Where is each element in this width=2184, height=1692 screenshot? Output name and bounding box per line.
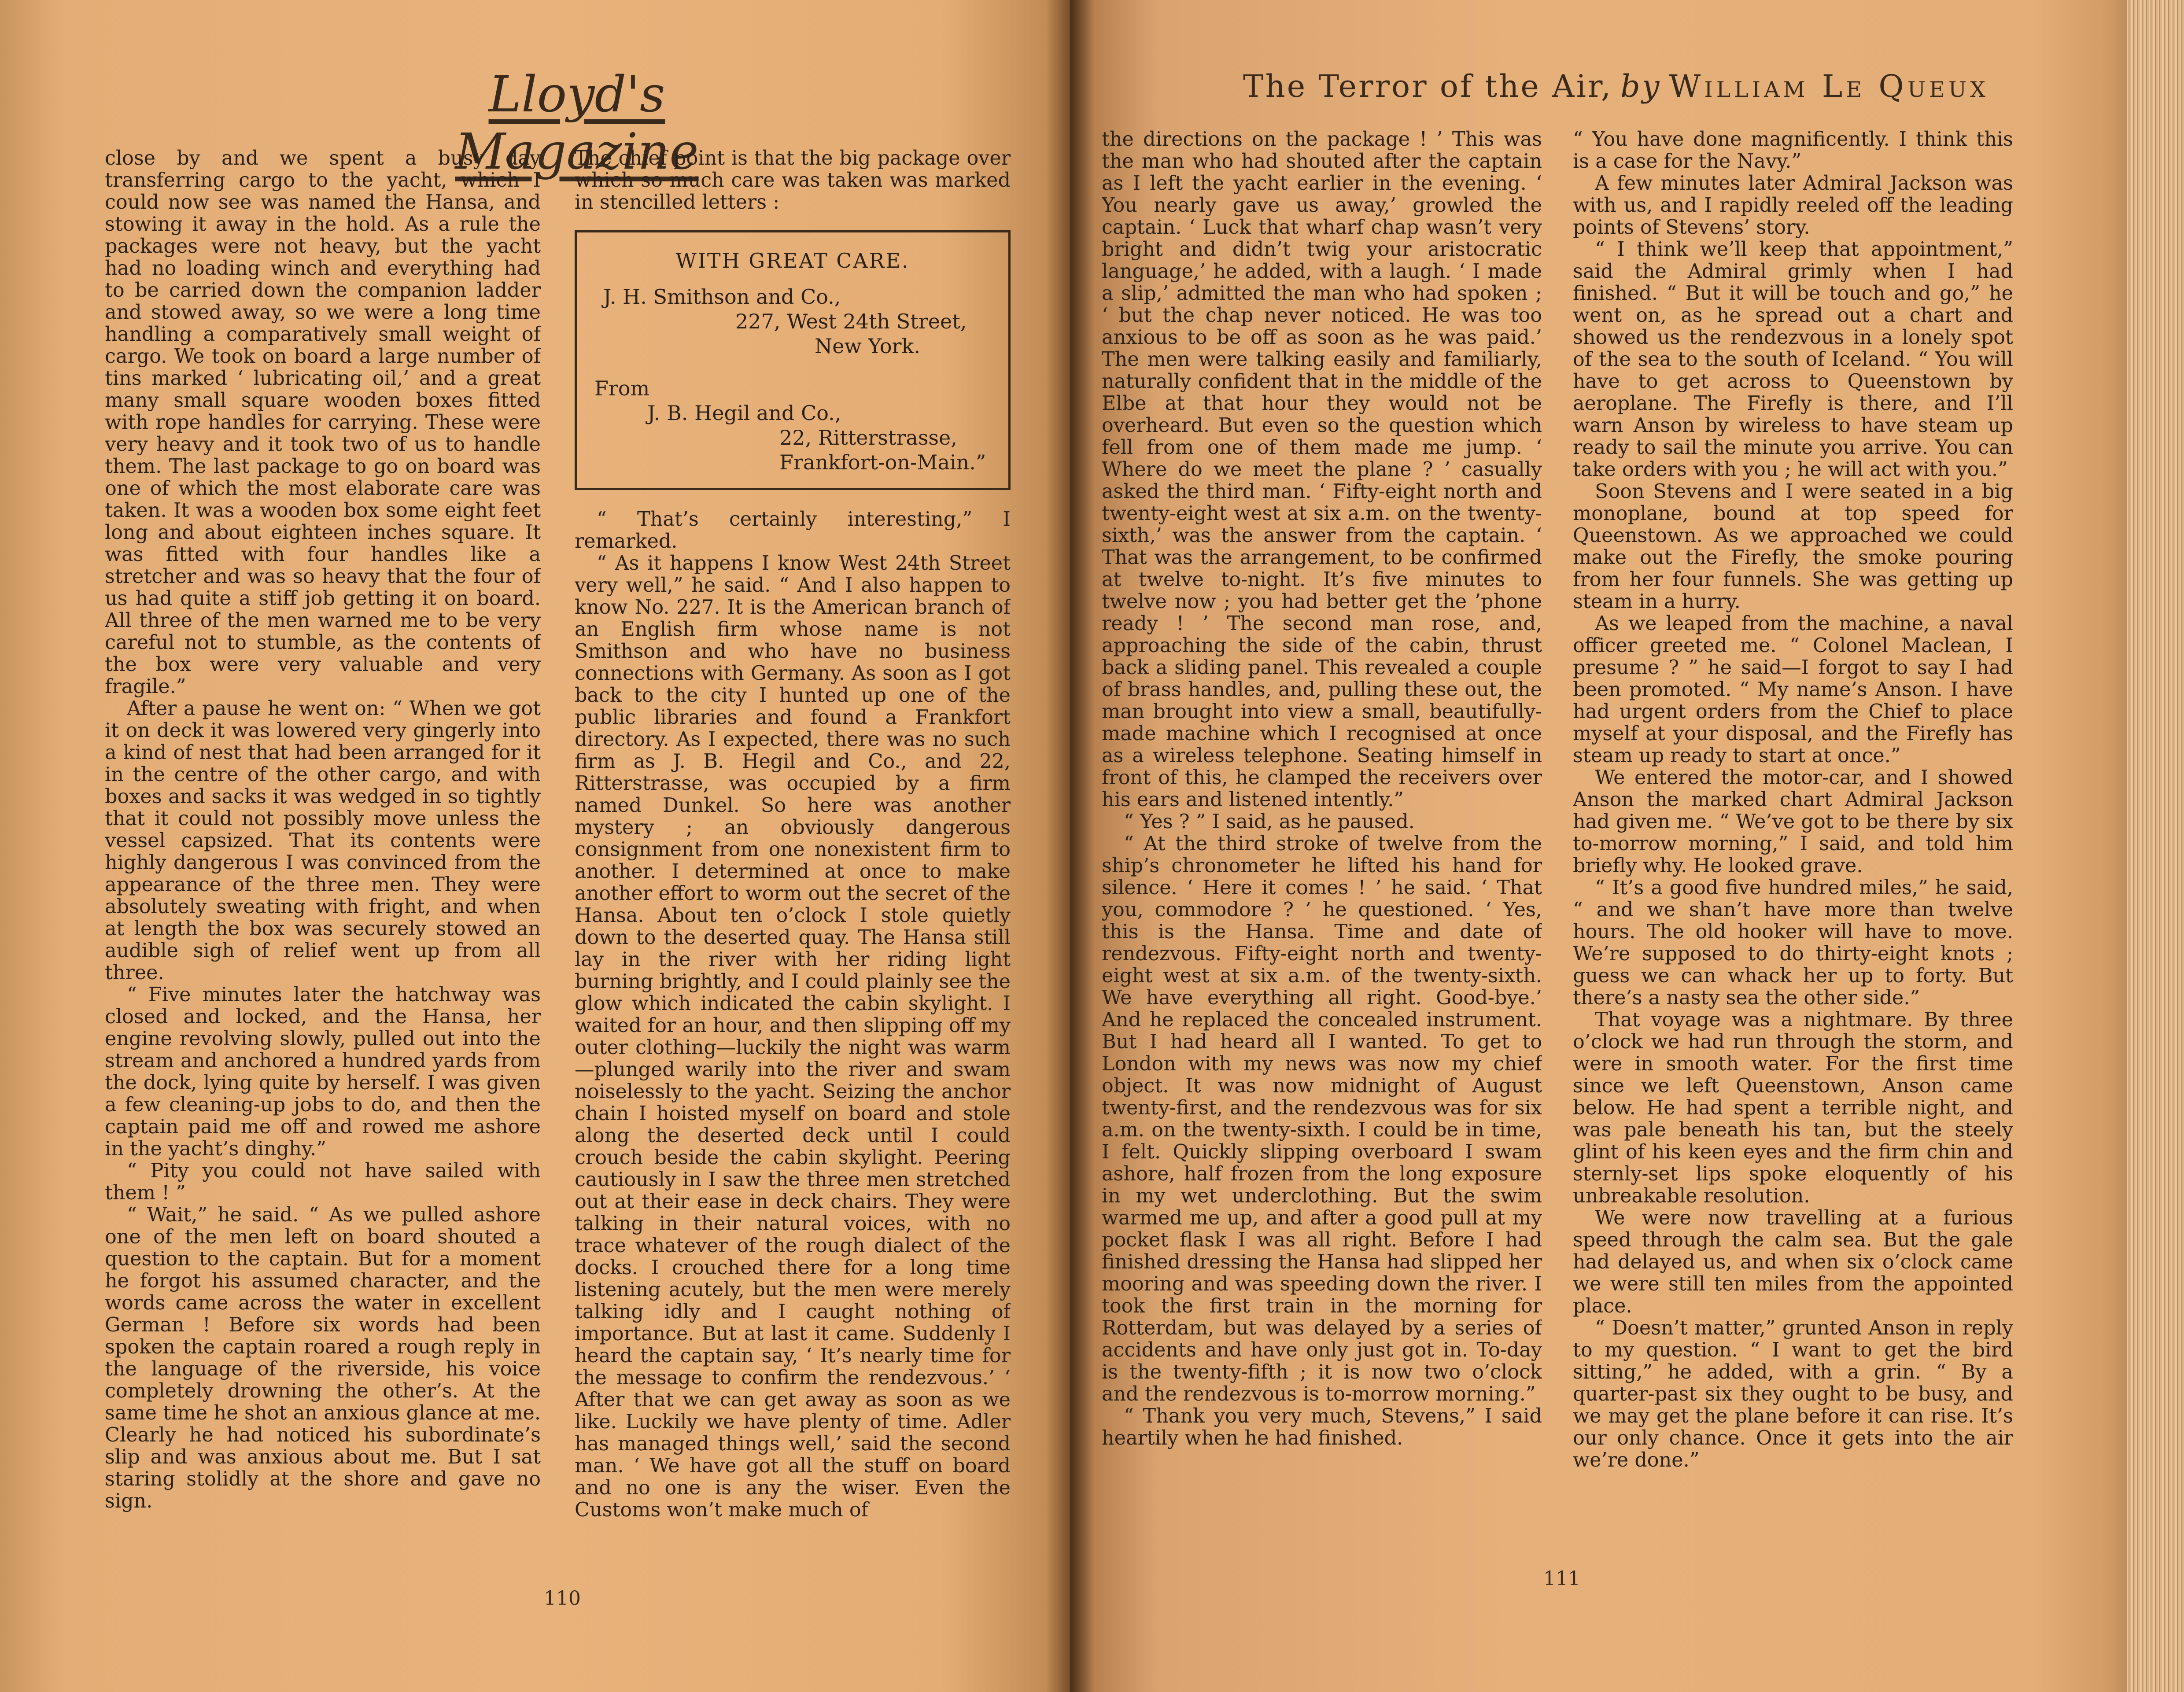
paragraph: Soon Stevens and I were seated in a big monoplane, bound at top speed for Queenstown. As we approached we could make out the Firefly, the smoke pouring from her four funnels. She was getting up steam in a hurry.: [1573, 480, 2013, 613]
right-page-column-2: [1573, 129, 2013, 1555]
paragraph: A few minutes later Admiral Jackson was with us, and I rapidly reeled off the leading points of Stevens’ story.: [1573, 172, 2013, 239]
paragraph: We entered the motor-car, and I showed Anson the marked chart Admiral Jackson had given me. “ We’ve got to be there by six to-morrow morning,” I said, and told him briefly why. He looked grave.: [1573, 767, 2013, 877]
page-edges: [2127, 0, 2184, 1692]
story-title: The Terror of the Air,: [1243, 68, 1613, 104]
byline-by: by: [1620, 68, 1661, 104]
stencil-box: [575, 230, 1011, 490]
paragraph: As we leaped from the machine, a naval officer greeted me. “ Colonel Maclean, I presume ? ” he said—I forgot to say I had been promoted. “ My name’s Anson. I have had urgent orders from the Chief to place myself at your disposal, and the Firefly has steam up ready to start at once.”: [1573, 612, 2013, 767]
stencil-to-name: J. H. Smithson and Co.,: [603, 285, 841, 309]
paragraph: “ Thank you very much, Stevens,” I said heartily when he had finished.: [1102, 1405, 1542, 1449]
left-page-column-2: [575, 147, 1011, 1574]
left-page-column-1: [105, 147, 541, 1574]
paragraph: “ As it happens I know West 24th Street very well,” he said. “ And I also happen to know No. 227. It is the American branch of an English firm whose name is not Smithson and who have no business connections with Germany. As soon as I got back to the city I hunted up one of the public libraries and found a Frankfort directory. As I expected, there was no such firm as J. B. Hegil and Co., and 22, Ritterstrasse, was occupied by a firm named Dunkel. So here was another mystery ; an obviously dangerous consignment from one nonexistent firm to another. I determined at once to make another effort to worm out the secret of the Hansa. About ten o’clock I stole quietly down to the deserted quay. The Hansa still lay in the river with her riding light burning brightly, and I could plainly see the glow which indicated the cabin skylight. I waited for an hour, and then slipping off my outer clothing—luckily the night was warm—plunged warily into the river and swam noiselessly to the yacht. Seizing the anchor chain I hoisted myself on board and stole along the deserted deck until I could crouch beside the cabin skylight. Peering cautiously in I saw the three men stretched out at their ease in deck chairs. They were talking in their natural voices, with no trace whatever of the rough dialect of the docks. I crouched there for a long time listening acutely, but the men were merely talking idly and I caught nothing of importance. But at last it came. Suddenly I heard the captain say, ‘ It’s nearly time for the message to confirm the rendezvous.’ ‘ After that we can get away as soon as we like. Luckily we have plenty of time. Adler has managed things well,’ said the second man. ‘ We have got all the stuff on board and no one is any the wiser. Even the Customs won’t make much of: [575, 552, 1011, 1521]
paragraph: That voyage was a nightmare. By three o’clock we had run through the storm, and were in smooth water. For the first time since we left Queenstown, Anson came below. He had spent a terrible night, and was pale beneath his tan, but the steely glint of his keen eyes and the firm chin and sternly-set lips spoke eloquently of his unbreakable resolution.: [1573, 1009, 2013, 1207]
paragraph: “ Pity you could not have sailed with them ! ”: [105, 1160, 541, 1204]
stencil-to-street: 227, West 24th Street,: [735, 310, 967, 333]
paragraph: “ At the third stroke of twelve from the ship’s chronometer he lifted his hand for silence. ‘ Here it comes ! ’ he said. ‘ That you, commodore ? ’ he questioned. ‘ Yes, this is the Hansa. Time and date of rendezvous. Fifty-eight north and twenty-eight west at six a.m. of the twenty-sixth. We have everything all right. Good-bye.’ And he replaced the concealed instrument. But I had heard all I wanted. To get to London with my news was now my chief object. It was now midnight of August twenty-first, and the rendezvous was for six a.m. on the twenty-sixth. I could be in time, I felt. Quickly slipping overboard I swam ashore, half frozen from the long exposure in my wet underclothing. But the swim warmed me up, and after a good pull at my pocket flask I was all right. Before I had finished dressing the Hansa had slipped her mooring and was speeding down the river. I took the first train in the morning for Rotterdam, but was delayed by a series of accidents and have only just got in. To-day is the twenty-fifth ; it is now two o’clock and the rendezvous is to-morrow morning.”: [1102, 833, 1542, 1405]
paragraph: “ Yes ? ” I said, as he paused.: [1124, 811, 1415, 833]
stencil-from-street: 22, Ritterstrasse,: [779, 426, 957, 450]
paragraph: the directions on the package ! ’ This was the man who had shouted after the captain as I left the yacht earlier in the evening. ‘ You nearly gave us away,’ growled the captain. ‘ Luck that wharf chap wasn’t very bright and didn’t twig your aristocratic language,’ he added, with a laugh. ‘ I made a slip,’ admitted the man who had spoken ; ‘ but the chap never noticed. He was too anxious to be off as soon as he was paid.’ The men were talking easily and familiarly, naturally confident that in the middle of the Elbe at that hour they would not be overheard. But even so the question which fell from one of them made me jump. ‘ Where do we meet the plane ? ’ casually asked the third man. ‘ Fifty-eight north and twenty-eight west at six a.m. on the twenty-sixth,’ was the answer from the captain. ‘ That was the arrangement, to be confirmed at twelve to-night. It’s five minutes to twelve now ; you had better get the ’phone ready ! ’ The second man rose, and, approaching the side of the cabin, thrust back a sliding panel. This revealed a couple of brass handles, and, pulling these out, the man brought into view a small, beautifully-made machine which I recognised at once as a wireless telephone. Seating himself in front of this, he clamped the receivers over his ears and listened intently.”: [1102, 129, 1542, 811]
book-gutter: [1046, 0, 1094, 1692]
paragraph: close by and we spent a busy day transferring cargo to the yacht, which I could now see was named the Hansa, and stowing it away in the hold. As a rule the packages were not heavy, but the yacht had no loading winch and everything had to be carried down the companion ladder and stowed away, so we were a long time handling a comparatively small weight of cargo. We took on board a large number of tins marked ‘ lubricating oil,’ and a great many small square wooden boxes fitted with rope handles for carrying. These were very heavy and it took two of us to handle them. The last package to go on board was one of which the most elaborate care was taken. It was a wooden box some eight feet long and about eighteen inches square. It was fitted with four handles like a stretcher and was so heavy that the four of us had quite a stiff job getting it on board. All three of the men warned me to be very careful not to stumble, as the contents of the box were very valuable and very fragile.”: [105, 147, 541, 698]
paragraph: “ That’s certainly interesting,” I remarked.: [575, 508, 1011, 553]
page-number: 110: [544, 1587, 581, 1610]
paragraph: “ Five minutes later the hatchway was closed and locked, and the Hansa, her engine revolving slowly, pulled out into the stream and anchored a hundred yards from the dock, lying quite by herself. I was given a few cleaning-up jobs to do, and then the captain paid me off and rowed me ashore in the yacht’s dinghy.”: [105, 984, 541, 1160]
stencil-from-label: From: [594, 376, 650, 400]
running-head: [1198, 68, 2034, 104]
stencil-from-city: Frankfort-on-Main.”: [779, 450, 986, 474]
paragraph: After a pause he went on: “ When we got it on deck it was lowered very gingerly into a kind of nest that had been arranged for it in the centre of the other cargo, and with boxes and sacks it was wedged in so tightly that it could not possibly move unless the vessel capsized. That its contents were highly dangerous I was convinced from the appearance of the three men. They were absolutely sweating with fright, and when at length the box was securely stowed an audible sigh of relief went up from all three.: [105, 697, 541, 984]
paragraph: “ Wait,” he said. “ As we pulled ashore one of the men left on board shouted a question to the captain. But for a moment he forgot his assumed character, and the words came across the water in excellent German ! Before six words had been spoken the captain roared a rough reply in the language of the riverside, his voice completely drowning the other’s. At the same time he shot an anxious glance at me. Clearly he had noticed his subordinate’s slip and was anxious about me. But I sat staring stolidly at the shore and gave no sign.: [105, 1204, 541, 1512]
magazine-masthead: Lloyd's Magazine: [455, 66, 699, 181]
paragraph: “ You have done magnificently. I think this is a case for the Navy.”: [1573, 129, 2013, 173]
paragraph: “ Doesn’t matter,” grunted Anson in reply to my question. “ I want to get the bird sitting,” he added, with a grin. “ By a quarter-past six they ought to be busy, and we may get the plane before it can rise. It’s our only chance. Once it gets into the air we’re done.”: [1573, 1317, 2013, 1471]
paragraph: The chief point is that the big package over which so much care was taken was marked in stencilled letters :: [575, 147, 1011, 214]
stencil-heading: WITH GREAT CARE.: [675, 249, 910, 273]
left-page: [0, 0, 1070, 1692]
stencil-to-city: New York.: [815, 334, 921, 358]
page-number: 111: [1543, 1567, 1580, 1590]
stencil-from-name: J. B. Hegil and Co.,: [647, 401, 841, 425]
paragraph: “ I think we’ll keep that appointment,” said the Admiral grimly when I had finished. “ But it will be touch and go,” he went on, as he spread out a chart and showed us the rendezvous in a lonely spot of the sea to the south of Iceland. “ You will have to get across to Queenstown by aeroplane. The Firefly is there, and I’ll warn Anson by wireless to have steam up ready to sail the minute you arrive. You can take orders with you ; he will act with you.”: [1573, 238, 2013, 481]
author-name: William Le Queux: [1669, 68, 1989, 104]
right-page-column-1: [1102, 129, 1542, 1555]
paragraph: We were now travelling at a furious speed through the calm sea. But the gale had delayed us, and when six o’clock came we were still ten miles from the appointed place.: [1573, 1207, 2013, 1317]
paragraph: “ It’s a good five hundred miles,” he said, “ and we shan’t have more than twelve hours. The old hooker will have to move. We’re supposed to do thirty-eight knots ; guess we can whack her up to forty. But there’s a nasty sea the other side.”: [1573, 877, 2013, 1009]
